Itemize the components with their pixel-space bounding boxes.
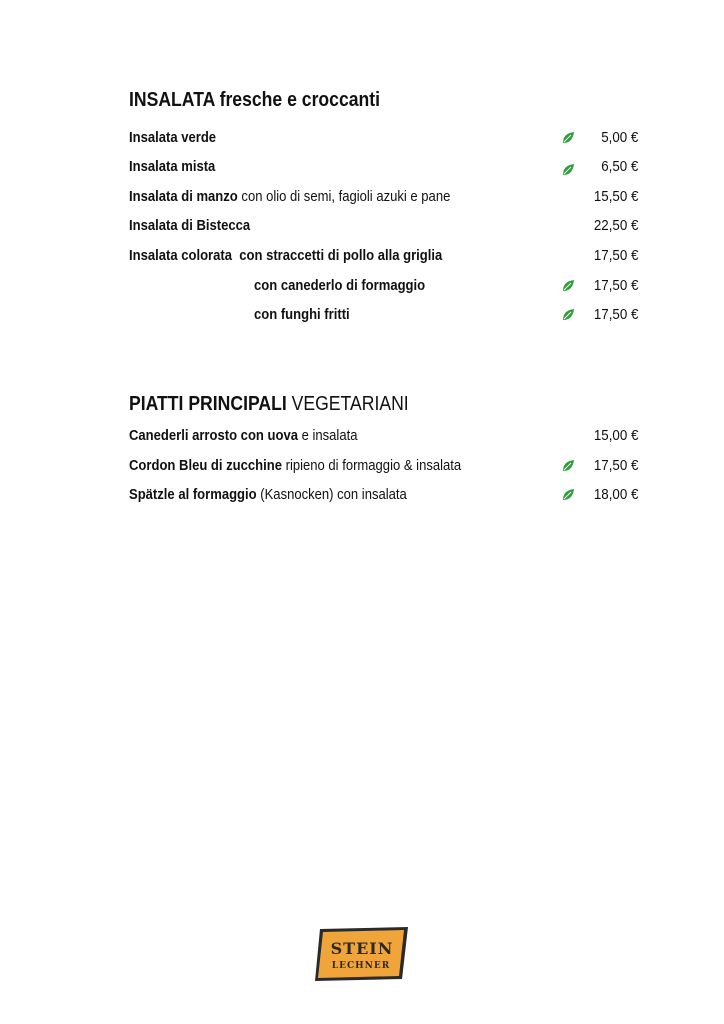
logo-line1: STEIN (330, 939, 394, 958)
item-description (129, 187, 450, 207)
item-description (129, 246, 442, 266)
item-name: Insalata mista (129, 159, 216, 175)
item-description (129, 426, 357, 446)
menu-item (0, 216, 724, 236)
item-detail: (Kasnocken) con insalata (256, 487, 407, 503)
item-description (129, 485, 407, 505)
menu-item (0, 276, 724, 296)
item-price: 17,50 € (593, 307, 638, 323)
item-name: Insalata verde (129, 130, 217, 146)
leaf-icon (561, 308, 575, 322)
item-description (254, 276, 425, 296)
item-name: con canederlo di formaggio (254, 278, 426, 294)
section-title-piatti (129, 392, 409, 416)
item-price: 17,50 € (593, 458, 638, 474)
menu-item (0, 456, 724, 476)
menu-item (0, 187, 724, 207)
item-price: 15,00 € (593, 428, 638, 444)
item-name: Insalata di manzo (129, 189, 238, 205)
menu-item (0, 305, 724, 325)
leaf-icon (561, 279, 575, 293)
item-price: 22,50 € (593, 218, 638, 234)
item-description (129, 216, 250, 236)
item-description (129, 456, 461, 476)
section-title-bold: PIATTI PRINCIPALI (129, 393, 287, 415)
menu-item (0, 246, 724, 266)
item-name: con funghi fritti (254, 307, 350, 323)
leaf-icon (561, 131, 575, 145)
item-price: 17,50 € (593, 248, 638, 264)
item-price: 17,50 € (593, 278, 638, 294)
item-description (254, 305, 350, 325)
item-name: Spätzle al formaggio (129, 487, 257, 503)
stein-lechner-logo (312, 925, 412, 983)
item-price: 5,00 € (600, 130, 638, 146)
item-name: Cordon Bleu di zucchine (129, 458, 282, 474)
leaf-icon (561, 488, 575, 502)
menu-item (0, 128, 724, 148)
leaf-icon (561, 163, 575, 177)
item-name: Insalata di Bistecca (129, 218, 251, 234)
item-price: 15,50 € (593, 189, 638, 205)
item-detail: con olio di semi, fagioli azuki e pane (237, 189, 451, 205)
menu-item (0, 157, 724, 177)
item-description (129, 157, 215, 177)
item-price: 18,00 € (593, 487, 638, 503)
item-detail: e insalata (297, 428, 358, 444)
item-detail: ripieno di formaggio & insalata (281, 458, 462, 474)
item-name: Insalata colorata con straccetti di pollo alla griglia (129, 248, 443, 264)
leaf-icon (561, 459, 575, 473)
section-title-normal: VEGETARIANI (286, 393, 409, 415)
item-price: 6,50 € (600, 159, 638, 175)
section-title-bold: INSALATA fresche e croccanti (129, 89, 381, 111)
menu-item (0, 426, 724, 446)
section-title-insalata (129, 88, 380, 112)
menu-item (0, 485, 724, 505)
item-name: Canederli arrosto con uova (129, 428, 298, 444)
item-description (129, 128, 216, 148)
logo-line2: LECHNER (331, 961, 391, 971)
